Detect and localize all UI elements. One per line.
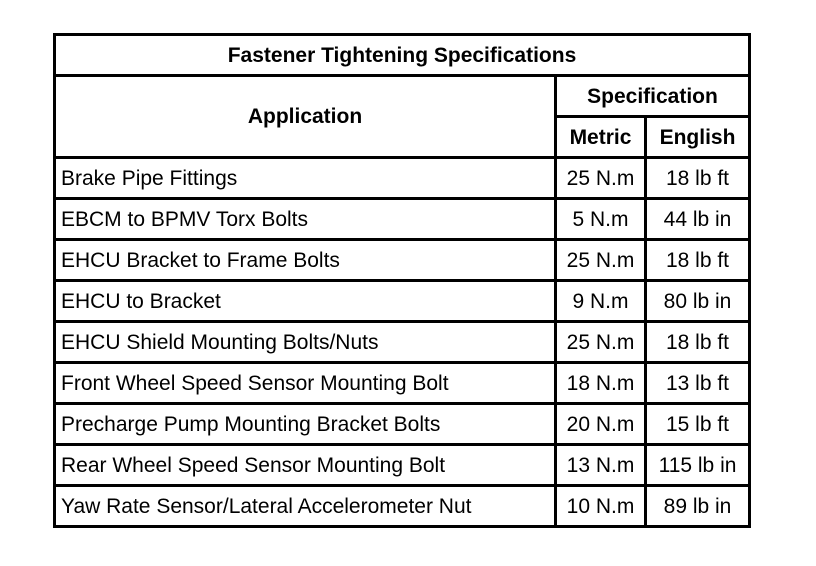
metric-cell: 10 N.m <box>557 487 647 525</box>
table-row <box>56 487 748 525</box>
english-cell: 15 lb ft <box>647 405 748 446</box>
english-cell: 13 lb ft <box>647 364 748 405</box>
table-row <box>56 446 748 487</box>
metric-cell: 20 N.m <box>557 405 647 446</box>
table-title: Fastener Tightening Specifications <box>56 36 748 77</box>
application-cell: Front Wheel Speed Sensor Mounting Bolt <box>56 364 557 405</box>
table-row <box>56 241 748 282</box>
application-cell: Brake Pipe Fittings <box>56 159 557 200</box>
application-cell: EHCU to Bracket <box>56 282 557 323</box>
metric-cell: 25 N.m <box>557 323 647 364</box>
english-cell: 18 lb ft <box>647 323 748 364</box>
application-cell: Yaw Rate Sensor/Lateral Accelerometer Nut <box>56 487 557 525</box>
metric-cell: 13 N.m <box>557 446 647 487</box>
table-row <box>56 159 748 200</box>
english-cell: 44 lb in <box>647 200 748 241</box>
english-cell: 18 lb ft <box>647 159 748 200</box>
header-specification: Specification <box>557 77 748 118</box>
application-cell: Precharge Pump Mounting Bracket Bolts <box>56 405 557 446</box>
header-metric: Metric <box>557 118 647 159</box>
fastener-spec-table <box>53 33 751 528</box>
metric-cell: 25 N.m <box>557 241 647 282</box>
english-cell: 89 lb in <box>663 494 732 518</box>
application-cell: EBCM to BPMV Torx Bolts <box>56 200 557 241</box>
english-cell: 80 lb in <box>647 282 748 323</box>
table-row <box>56 405 748 446</box>
metric-cell: 25 N.m <box>557 159 647 200</box>
english-cell: 115 lb in <box>647 446 748 487</box>
table-row <box>56 364 748 405</box>
metric-cell: 5 N.m <box>557 200 647 241</box>
application-cell: EHCU Bracket to Frame Bolts <box>56 241 557 282</box>
metric-cell: 18 N.m <box>557 364 647 405</box>
application-cell: EHCU Shield Mounting Bolts/Nuts <box>56 323 557 364</box>
header-english: English <box>647 118 748 159</box>
metric-cell: 9 N.m <box>557 282 647 323</box>
header-application: Application <box>56 77 557 159</box>
english-cell: 18 lb ft <box>647 241 748 282</box>
table-row <box>56 323 748 364</box>
application-cell: Rear Wheel Speed Sensor Mounting Bolt <box>56 446 557 487</box>
table-row <box>56 282 748 323</box>
table-row <box>56 200 748 241</box>
